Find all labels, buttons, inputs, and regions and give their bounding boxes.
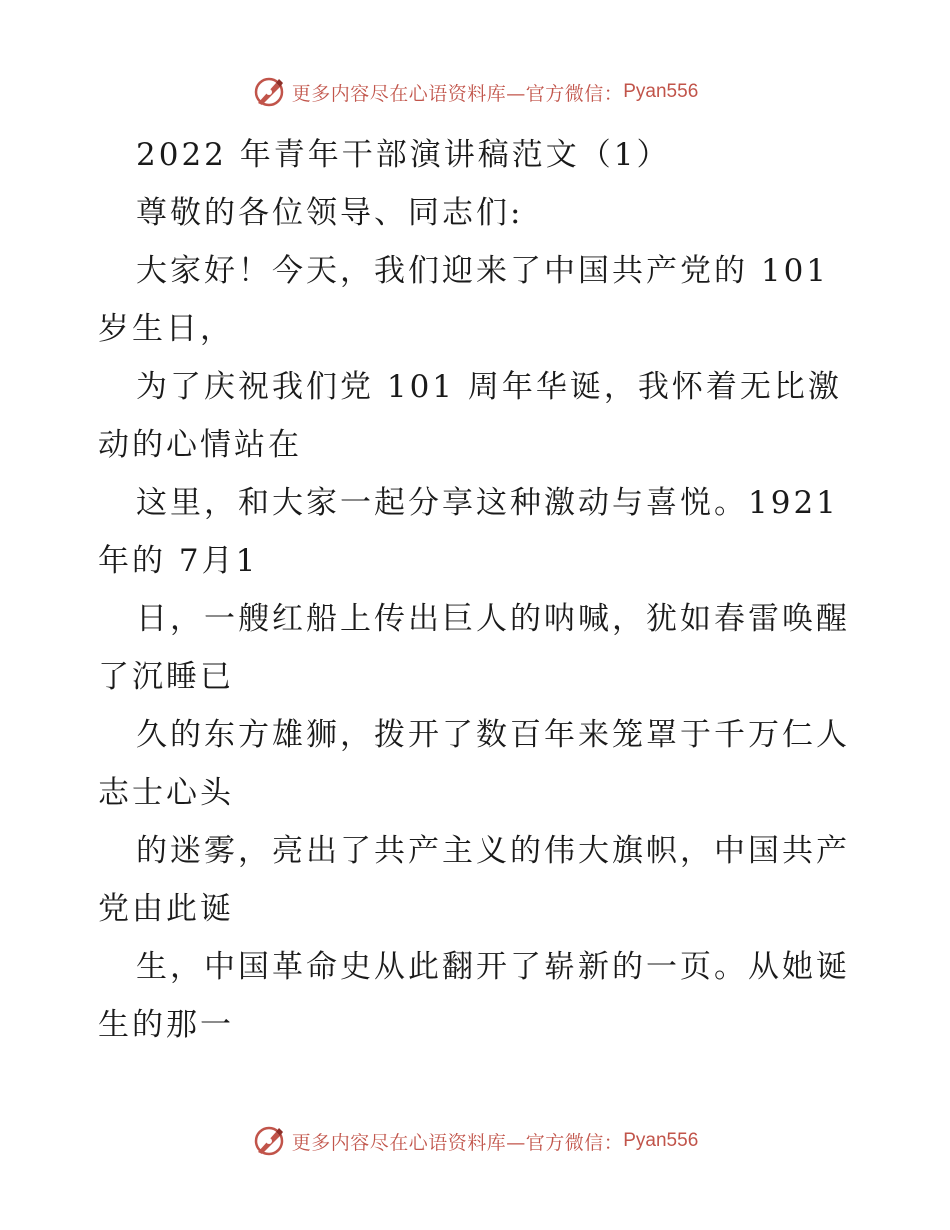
text-line: 为了庆祝我们党 101 周年华诞，我怀着无比激 [136,369,842,405]
text-line: 生的那一 [98,1007,234,1043]
text-line: 党由此诞 [98,891,234,927]
text-line: 大家好！今天，我们迎来了中国共产党的 101 [136,253,830,289]
document-title: 2022 年青年干部演讲稿范文（1） [136,137,671,173]
document-body [98,126,858,1054]
banner-wechat-id: Pyan556 [623,1130,699,1151]
pen-logo-icon [252,1124,286,1158]
text-line: 的迷雾，亮出了共产主义的伟大旗帜，中国共产 [136,833,850,869]
text-line: 了沉睡已 [98,659,234,695]
header-banner [0,72,950,112]
text-line: 久的东方雄狮，拨开了数百年来笼罩于千万仁人 [136,717,850,753]
banner-text: 更多内容尽在心语资料库—官方微信： [291,1131,624,1154]
footer-banner [0,1121,950,1161]
text-line: 岁生日， [98,311,234,347]
text-line: 日，一艘红船上传出巨人的呐喊，犹如春雷唤醒 [136,601,850,637]
text-line: 动的心情站在 [98,427,302,463]
text-line: 志士心头 [98,775,234,811]
text-line: 年的 7月1 [98,543,259,579]
pen-logo-icon [252,75,286,109]
text-line: 生，中国革命史从此翻开了崭新的一页。从她诞 [136,949,850,985]
banner-text: 更多内容尽在心语资料库—官方微信： [291,82,624,105]
banner-wechat-id: Pyan556 [623,81,699,102]
text-line: 这里，和大家一起分享这种激动与喜悦。1921 [136,485,839,521]
salutation: 尊敬的各位领导、同志们: [136,195,524,231]
